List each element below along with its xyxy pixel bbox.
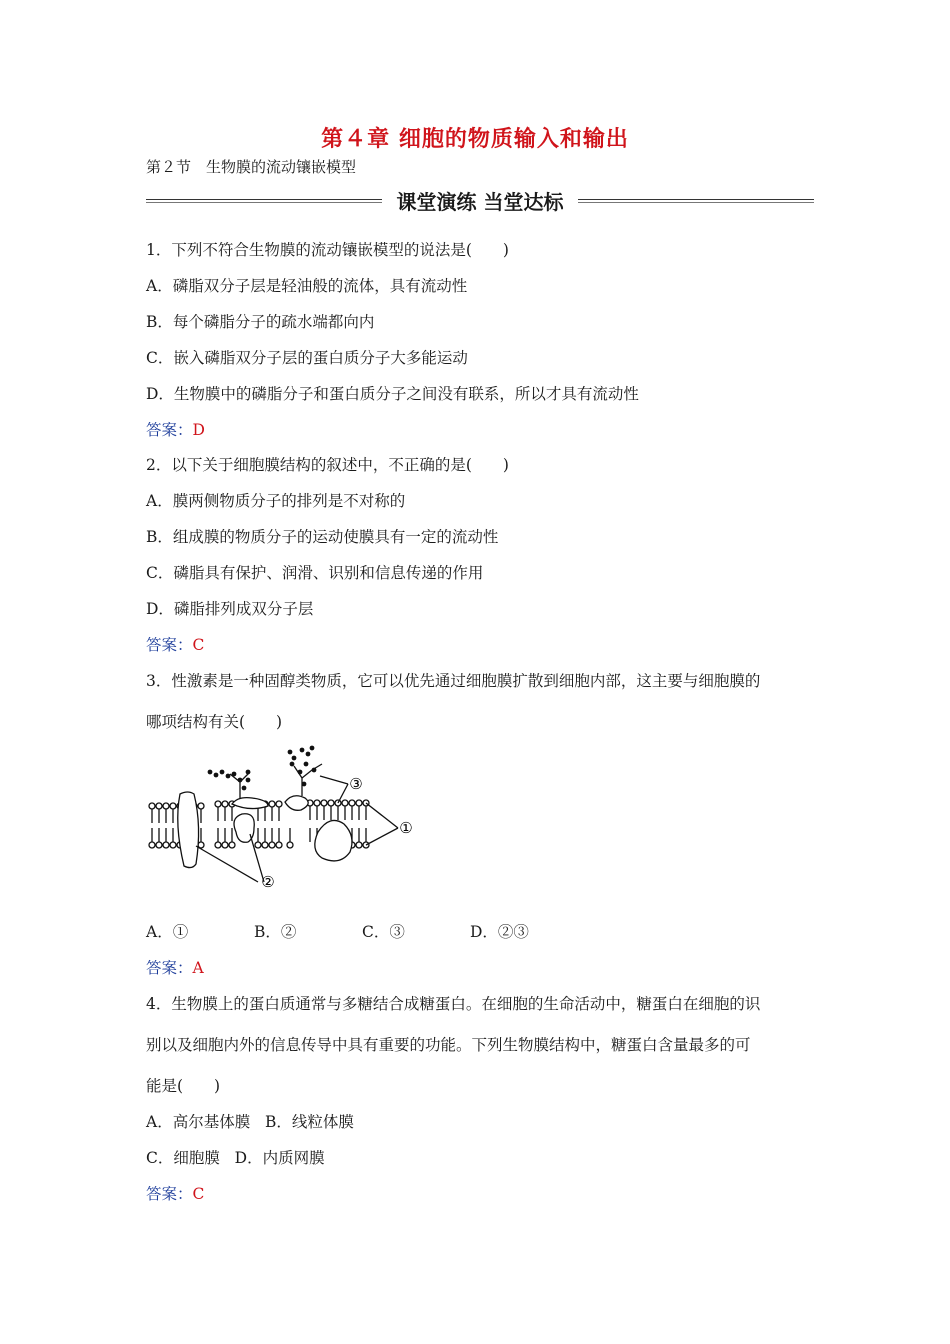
question-3-option-b: B．② [254,923,297,941]
svg-text:①: ① [399,819,413,837]
question-3-stem-line-1: 3．性激素是一种固醇类物质，它可以优先通过细胞膜扩散到细胞内部，这主要与细胞膜的 [146,672,761,690]
question-3-stem-line-2: 哪项结构有关( ) [146,713,283,731]
answer-value: D [192,421,205,439]
question-4-stem-line-2: 别以及细胞内外的信息传导中具有重要的功能。下列生物膜结构中，糖蛋白含量最多的可 [146,1036,751,1054]
answer-label: 答案： [146,636,193,654]
question-3-option-d: D．②③ [470,923,529,941]
question-4-answer [146,1182,204,1204]
question-4-stem-line-3: 能是( ) [146,1077,221,1095]
question-2-option-d: D．磷脂排列成双分子层 [146,600,314,618]
question-3-answer [146,956,204,978]
question-2-option-c: C．磷脂具有保护、润滑、识别和信息传递的作用 [146,564,484,582]
question-2-stem: 2．以下关于细胞膜结构的叙述中，不正确的是( ) [146,456,509,474]
question-1-option-d: D．生物膜中的磷脂分子和蛋白质分子之间没有联系，所以才具有流动性 [146,385,639,403]
channel-protein [315,820,352,860]
answer-value: A [192,959,204,977]
question-1-option-a: A．磷脂双分子层是轻油般的流体，具有流动性 [146,277,468,295]
transmembrane-protein [178,792,199,868]
label-1 [399,819,412,837]
svg-text:②: ② [261,873,275,891]
section-banner [146,186,814,212]
question-4-options-row-1 [146,1110,354,1132]
answer-label: 答案： [146,1185,193,1203]
banner-rule-right [578,199,814,200]
question-4-options-row-2 [146,1146,325,1168]
banner-text: 课堂演练 当堂达标 [396,190,564,214]
question-4-option-c: C．细胞膜 [146,1149,220,1167]
label-3 [349,775,362,793]
label-2 [261,873,274,891]
question-1-answer [146,418,205,440]
answer-value: C [192,1185,205,1203]
question-3-option-c: C．③ [362,923,405,941]
question-3-options [146,920,529,942]
question-1-option-b: B．每个磷脂分子的疏水端都向内 [146,313,375,331]
question-4-option-b: B．线粒体膜 [264,1113,354,1131]
svg-text:③: ③ [349,775,363,793]
question-3-option-a: A．① [146,923,189,941]
cell-membrane-diagram [140,736,420,896]
question-2-option-b: B．组成膜的物质分子的运动使膜具有一定的流动性 [146,528,499,546]
question-4-option-a: A．高尔基体膜 [146,1113,251,1131]
question-4-stem-line-1: 4．生物膜上的蛋白质通常与多糖结合成糖蛋白。在细胞的生命活动中，糖蛋白在细胞的识 [146,995,761,1013]
answer-label: 答案： [146,421,193,439]
chapter-title: 第４章 细胞的物质输入和输出 [321,127,629,152]
question-4-option-d: D．内质网膜 [234,1149,325,1167]
question-2-option-a: A．膜两侧物质分子的排列是不对称的 [146,492,406,510]
section-heading: 第２节 生物膜的流动镶嵌模型 [146,158,357,176]
question-2-answer [146,633,204,655]
question-1-option-c: C．嵌入磷脂双分子层的蛋白质分子大多能运动 [146,349,468,367]
answer-label: 答案： [146,959,193,977]
question-1-stem: 1．下列不符合生物膜的流动镶嵌模型的说法是( ) [146,241,509,259]
answer-value: C [192,636,205,654]
